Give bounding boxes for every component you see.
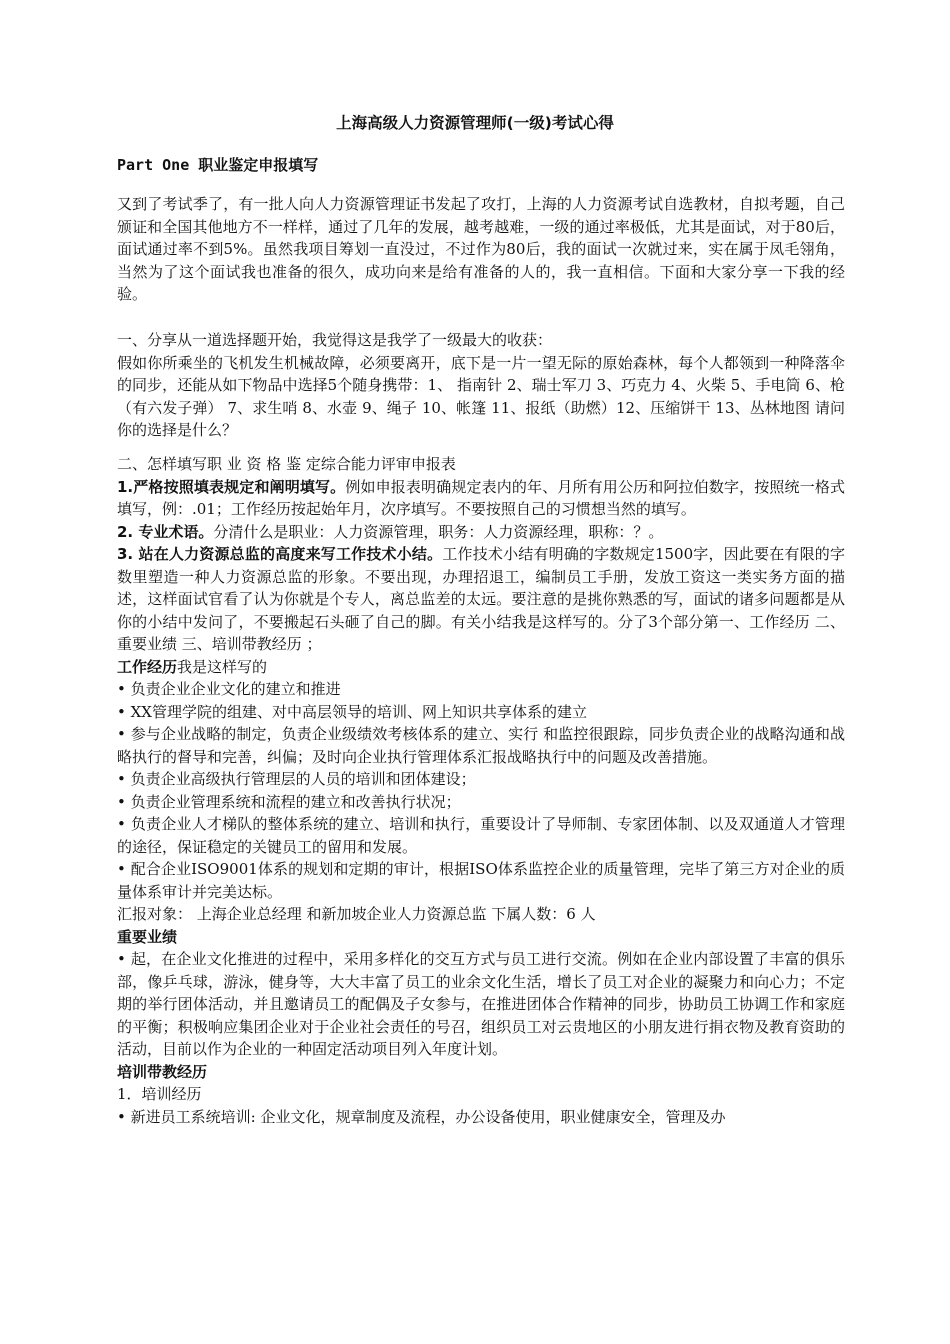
list-item: • 负责企业管理系统和流程的建立和改善执行状况； — [117, 792, 461, 811]
work-experience-intro: 我是这样写的 — [177, 657, 268, 676]
section-1-body: 假如你所乘坐的飞机发生机械故障，必须要离开，底下是一片一望无际的原始森林，每个人都领到一种降落伞的同步，还能从如下物品中选择5个随身携带：1、 指南针 2、瑞士军刀 3、巧克力 4、火柴 5、手电筒 6、枪（有六发子弹） 7、求生哨 8、水壶 9、绳子 10、帐篷 11、报纸（助燃）12、压缩饼干 13、丛林地图 请问你的选择是什么？ — [117, 353, 845, 439]
training-subheading: 1．培训经历 — [117, 1085, 202, 1103]
list-item: • 配合企业ISO9001体系的规划和定期的审计，根据ISO体系监控企业的质量管理，完毕了第三方对企业的质量体系审计并完美达标。 — [117, 860, 845, 901]
list-item: • 负责企业企业文化的建立和推进 — [117, 680, 341, 698]
intro-text: 又到了考试季了，有一批人向人力资源管理证书发起了攻打，上海的人力资源考试自选教材，自拟考题，自己颁证和全国其他地方不一样样，通过了几年的发展，越考越难，一级的通过率极低，尤其是面试，对于80后，面试通过率不到5%。虽然我项目筹划一直没过，不过作为80后，我的面试一次就过来，实在属于凤毛翎角，当然为了这个面试我也准备的很久，成功向来是给有准备的人的，我一直相信。下面和大家分享一下我的经验。 — [117, 195, 845, 303]
section-2-heading: 二、怎样填写职 业 资 格 鉴 定综合能力评审申报表 — [117, 455, 456, 473]
section-2 — [117, 453, 845, 1128]
item-3 — [117, 543, 845, 656]
list-item: • 负责企业人才梯队的整体系统的建立、培训和执行，重要设计了导师制、专家团体制、以及双通道人才管理的途径，保证稳定的关键员工的留用和发展。 — [117, 815, 845, 856]
list-item: • XX管理学院的组建、对中高层领导的培训、网上知识共享体系的建立 — [117, 702, 587, 721]
section-1 — [117, 329, 845, 442]
item-1-lead: 1.严格按照填表规定和阐明填写。 — [117, 477, 346, 496]
item-2-text: 分清什么是职业：人力资源管理，职务：人力资源经理，职称：？。 — [213, 522, 664, 541]
document-title: 上海高级人力资源管理师(一级)考试心得 — [336, 114, 614, 132]
item-3-lead: 3. 站在人力资源总监的高度来写工作技术小结。 — [117, 545, 443, 563]
intro-paragraph — [117, 193, 845, 306]
list-item: • 新进员工系统培训: 企业文化，规章制度及流程，办公设备使用，职业健康安全，管理及办 — [117, 1107, 726, 1126]
report-line: 汇报对象： 上海企业总经理 和新加坡企业人力资源总监 下属人数：6 人 — [117, 905, 596, 923]
achievements-heading: 重要业绩 — [117, 927, 178, 946]
item-2 — [117, 521, 845, 544]
work-experience-heading: 工作经历 — [117, 657, 178, 676]
list-item: • 负责企业高级执行管理层的人员的培训和团体建设； — [117, 770, 476, 788]
work-experience-line — [117, 656, 845, 679]
training-heading: 培训带教经历 — [117, 1062, 208, 1081]
item-1 — [117, 476, 845, 521]
list-item: • 参与企业战略的制定，负责企业级绩效考核体系的建立、实行 和监控很跟踪，同步负责企业的战略沟通和战略执行的督导和完善，纠偏；及时向企业执行管理体系汇报战略执行中的问题及改善措施。 — [117, 725, 845, 766]
item-1-text: 例如申报表明确规定表内的年、月所有用公历和阿拉伯数字，按照统一格式填写，例：.01；工作经历按起始年月，次序填写。不要按照自己的习惯想当然的填写。 — [117, 477, 845, 518]
item-2-lead: 2. 专业术语。 — [117, 522, 214, 541]
item-3-text: 工作技术小结有明确的字数规定1500字，因此要在有限的字数里塑造一种人力资源总监的形象。不要出现，办理招退工，编制员工手册，发放工资这一类实务方面的描述，这样面试官看了认为你就是个专人，离总监差的太远。要注意的是挑你熟悉的写，面试的诸多问题都是从你的小结中发问了，不要搬起石头砸了自己的脚。有关小结我是这样写的。分了3个部分第一、工作经历 二、重要业绩 三、培训带教经历 ； — [117, 545, 845, 653]
achievements-text: • 起，在企业文化推进的过程中，采用多样化的交互方式与员工进行交流。例如在企业内部设置了丰富的俱乐部，像乒乓球，游泳，健身等，大大丰富了员工的业余文化生活，增长了员工对企业的凝聚力和向心力；不定期的举行团体活动，并且邀请员工的配偶及子女参与，在推进团体合作精神的同步，协助员工协调工作和家庭的平衡；积极响应集团企业对于企业社会责任的号召，组织员工对云贵地区的小朋友进行捐衣物及教育资助的活动，目前以作为企业的一种固定活动项目列入年度计划。 — [117, 950, 845, 1058]
part-heading: Part One 职业鉴定申报填写 — [117, 156, 319, 174]
section-1-heading: 一、分享从一道选择题开始，我觉得这是我学了一级最大的收获： — [117, 331, 553, 349]
